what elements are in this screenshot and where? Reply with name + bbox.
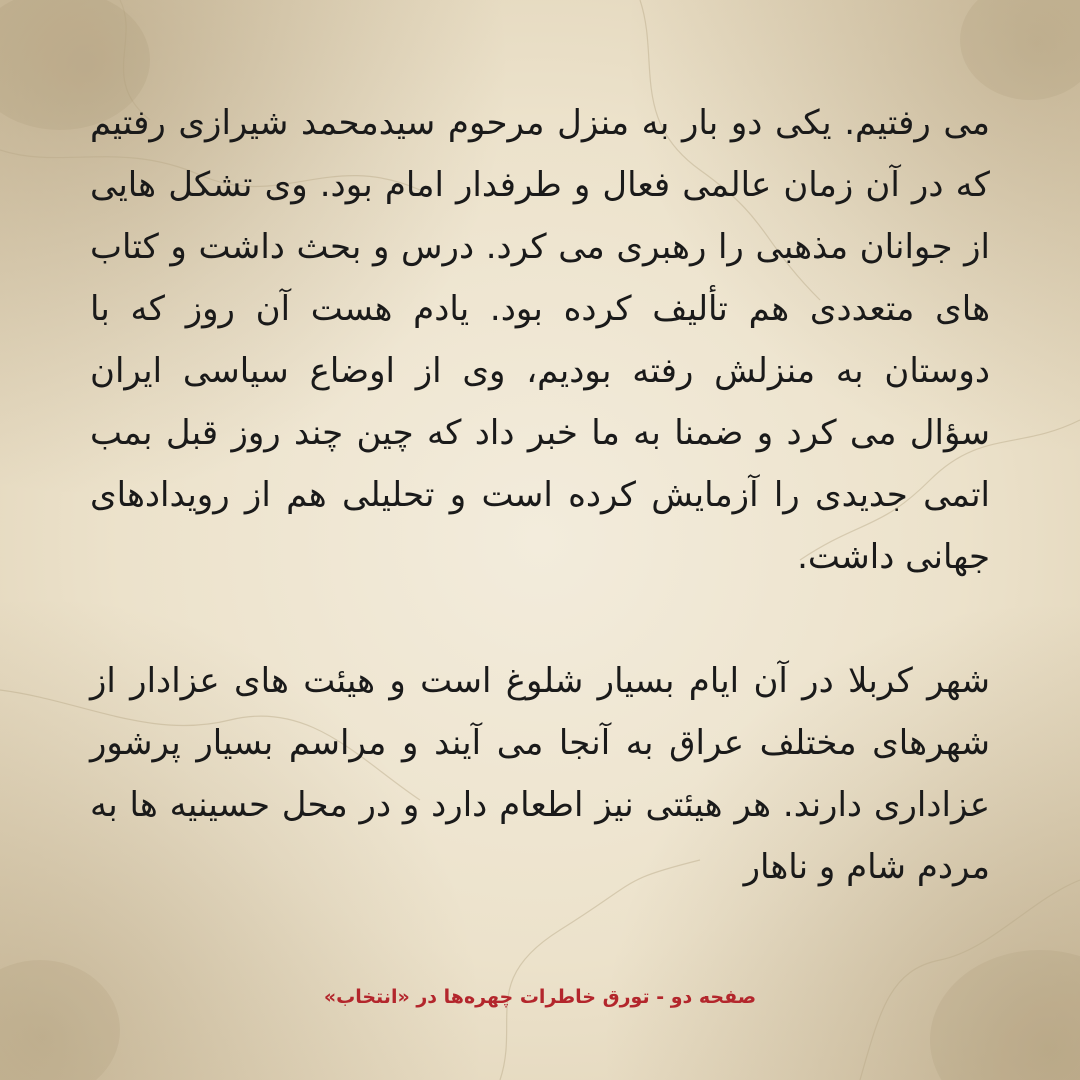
paragraph-1: می رفتیم. یکی دو بار به منزل مرحوم سیدمحمد شیرازی رفتیم که در آن زمان عالمی فعال و طرفدار امام بود. وی تشکل هایی از جوانان مذهبی را رهبری می کرد. درس و بحث داشت و کتاب های متعددی هم تألیف کرده بود. یادم هست آن روز که با دوستان به منزلش رفته بودیم، وی از اوضاع سیاسی ایران سؤال می کرد و ضمنا به ما خبر داد که چین چند روز قبل بمب اتمی جدیدی را آزمایش کرده است و تحلیلی هم از رویدادهای جهانی داشت. xyxy=(90,103,990,577)
paper-stain xyxy=(0,960,120,1080)
paper-stain xyxy=(960,0,1080,100)
paragraph-2: شهر کربلا در آن ایام بسیار شلوغ است و هیئت های عزادار از شهرهای مختلف عراق به آنجا می آیند و مراسم بسیار پرشور عزاداری دارند. هر هیئتی نیز اطعام دارد و در محل حسینیه ها به مردم شام و ناهار xyxy=(90,661,990,887)
paper-crease xyxy=(860,880,1080,1080)
paper-stain xyxy=(930,950,1080,1080)
article-body xyxy=(90,92,990,898)
footer-caption: صفحه دو - تورق خاطرات چهره‌ها در «انتخاب» xyxy=(323,986,757,1008)
